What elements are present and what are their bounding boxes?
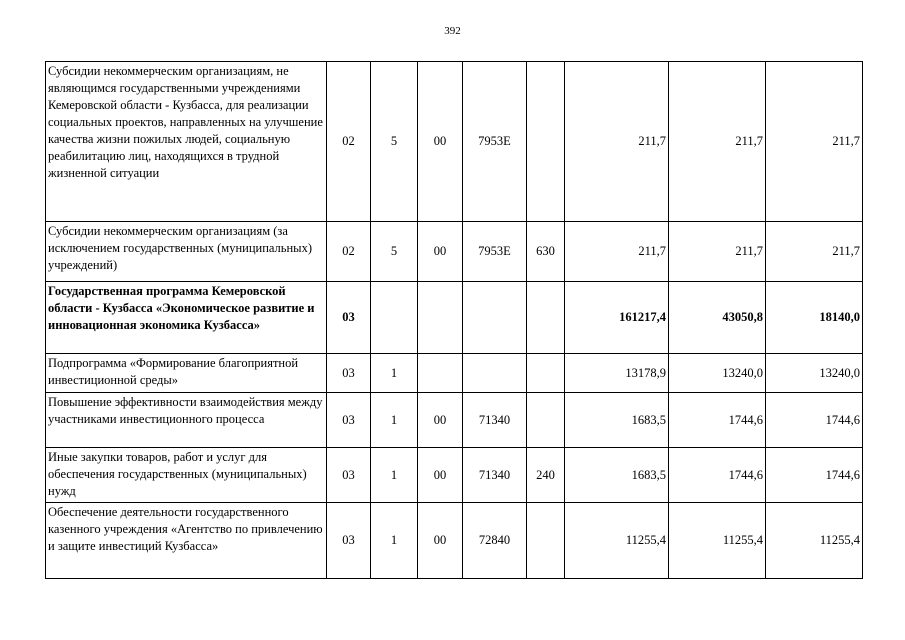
sum-year-3: 11255,4 (766, 503, 863, 579)
sum-year-3: 1744,6 (766, 448, 863, 503)
row-name: Повышение эффективности взаимодействия между участниками инвестиционного процесса (46, 393, 327, 448)
sum-year-1: 1683,5 (565, 448, 669, 503)
group-code (418, 354, 463, 393)
table-row (46, 222, 863, 282)
sum-year-1: 13178,9 (565, 354, 669, 393)
row-name: Обеспечение деятельности государственного казенного учреждения «Агентство по привлечению и защите инвестиций Кузбасса» (46, 503, 327, 579)
sum-year-3: 18140,0 (766, 282, 863, 354)
expense-type-code (527, 282, 565, 354)
subprogram-code: 1 (371, 503, 418, 579)
table-row (46, 62, 863, 222)
target-code (463, 282, 527, 354)
group-code: 00 (418, 393, 463, 448)
sum-year-3: 211,7 (766, 222, 863, 282)
expense-type-code (527, 393, 565, 448)
sum-year-2: 43050,8 (669, 282, 766, 354)
table-row (46, 393, 863, 448)
row-name: Субсидии некоммерческим организациям, не являющимся государственными учреждениями Кемеровской области - Кузбасса, для реализации социальных проектов, направленных на улучшение качества жизни пожилых людей, социальную реабилитацию лиц, находящихся в трудной жизненной ситуации (46, 62, 327, 222)
section-code: 02 (327, 222, 371, 282)
table-row (46, 448, 863, 503)
sum-year-2: 1744,6 (669, 393, 766, 448)
section-code: 03 (327, 354, 371, 393)
group-code: 00 (418, 503, 463, 579)
sum-year-1: 211,7 (565, 222, 669, 282)
target-code: 71340 (463, 393, 527, 448)
subprogram-code: 5 (371, 222, 418, 282)
target-code: 71340 (463, 448, 527, 503)
budget-table (45, 61, 863, 579)
row-name: Подпрограмма «Формирование благоприятной инвестиционной среды» (46, 354, 327, 393)
group-code: 00 (418, 62, 463, 222)
target-code: 7953E (463, 62, 527, 222)
sum-year-2: 211,7 (669, 62, 766, 222)
sum-year-1: 11255,4 (565, 503, 669, 579)
sum-year-2: 1744,6 (669, 448, 766, 503)
row-name: Государственная программа Кемеровской области - Кузбасса «Экономическое развитие и инновационная экономика Кузбасса» (46, 282, 327, 354)
group-code: 00 (418, 448, 463, 503)
target-code: 72840 (463, 503, 527, 579)
section-code: 03 (327, 393, 371, 448)
subprogram-code: 1 (371, 354, 418, 393)
target-code: 7953E (463, 222, 527, 282)
sum-year-3: 13240,0 (766, 354, 863, 393)
group-code (418, 282, 463, 354)
subprogram-code (371, 282, 418, 354)
section-code: 02 (327, 62, 371, 222)
sum-year-2: 13240,0 (669, 354, 766, 393)
sum-year-1: 211,7 (565, 62, 669, 222)
table-row (46, 282, 863, 354)
section-code: 03 (327, 282, 371, 354)
row-name: Субсидии некоммерческим организациям (за исключением государственных (муниципальных) учреждений) (46, 222, 327, 282)
expense-type-code: 630 (527, 222, 565, 282)
expense-type-code (527, 354, 565, 393)
table-row (46, 354, 863, 393)
section-code: 03 (327, 448, 371, 503)
section-code: 03 (327, 503, 371, 579)
expense-type-code (527, 503, 565, 579)
table-row (46, 503, 863, 579)
sum-year-2: 211,7 (669, 222, 766, 282)
sum-year-3: 211,7 (766, 62, 863, 222)
row-name: Иные закупки товаров, работ и услуг для обеспечения государственных (муниципальных) нужд (46, 448, 327, 503)
subprogram-code: 5 (371, 62, 418, 222)
page-number: 392 (444, 25, 461, 37)
sum-year-2: 11255,4 (669, 503, 766, 579)
group-code: 00 (418, 222, 463, 282)
expense-type-code: 240 (527, 448, 565, 503)
sum-year-3: 1744,6 (766, 393, 863, 448)
expense-type-code (527, 62, 565, 222)
subprogram-code: 1 (371, 393, 418, 448)
sum-year-1: 161217,4 (565, 282, 669, 354)
target-code (463, 354, 527, 393)
subprogram-code: 1 (371, 448, 418, 503)
sum-year-1: 1683,5 (565, 393, 669, 448)
